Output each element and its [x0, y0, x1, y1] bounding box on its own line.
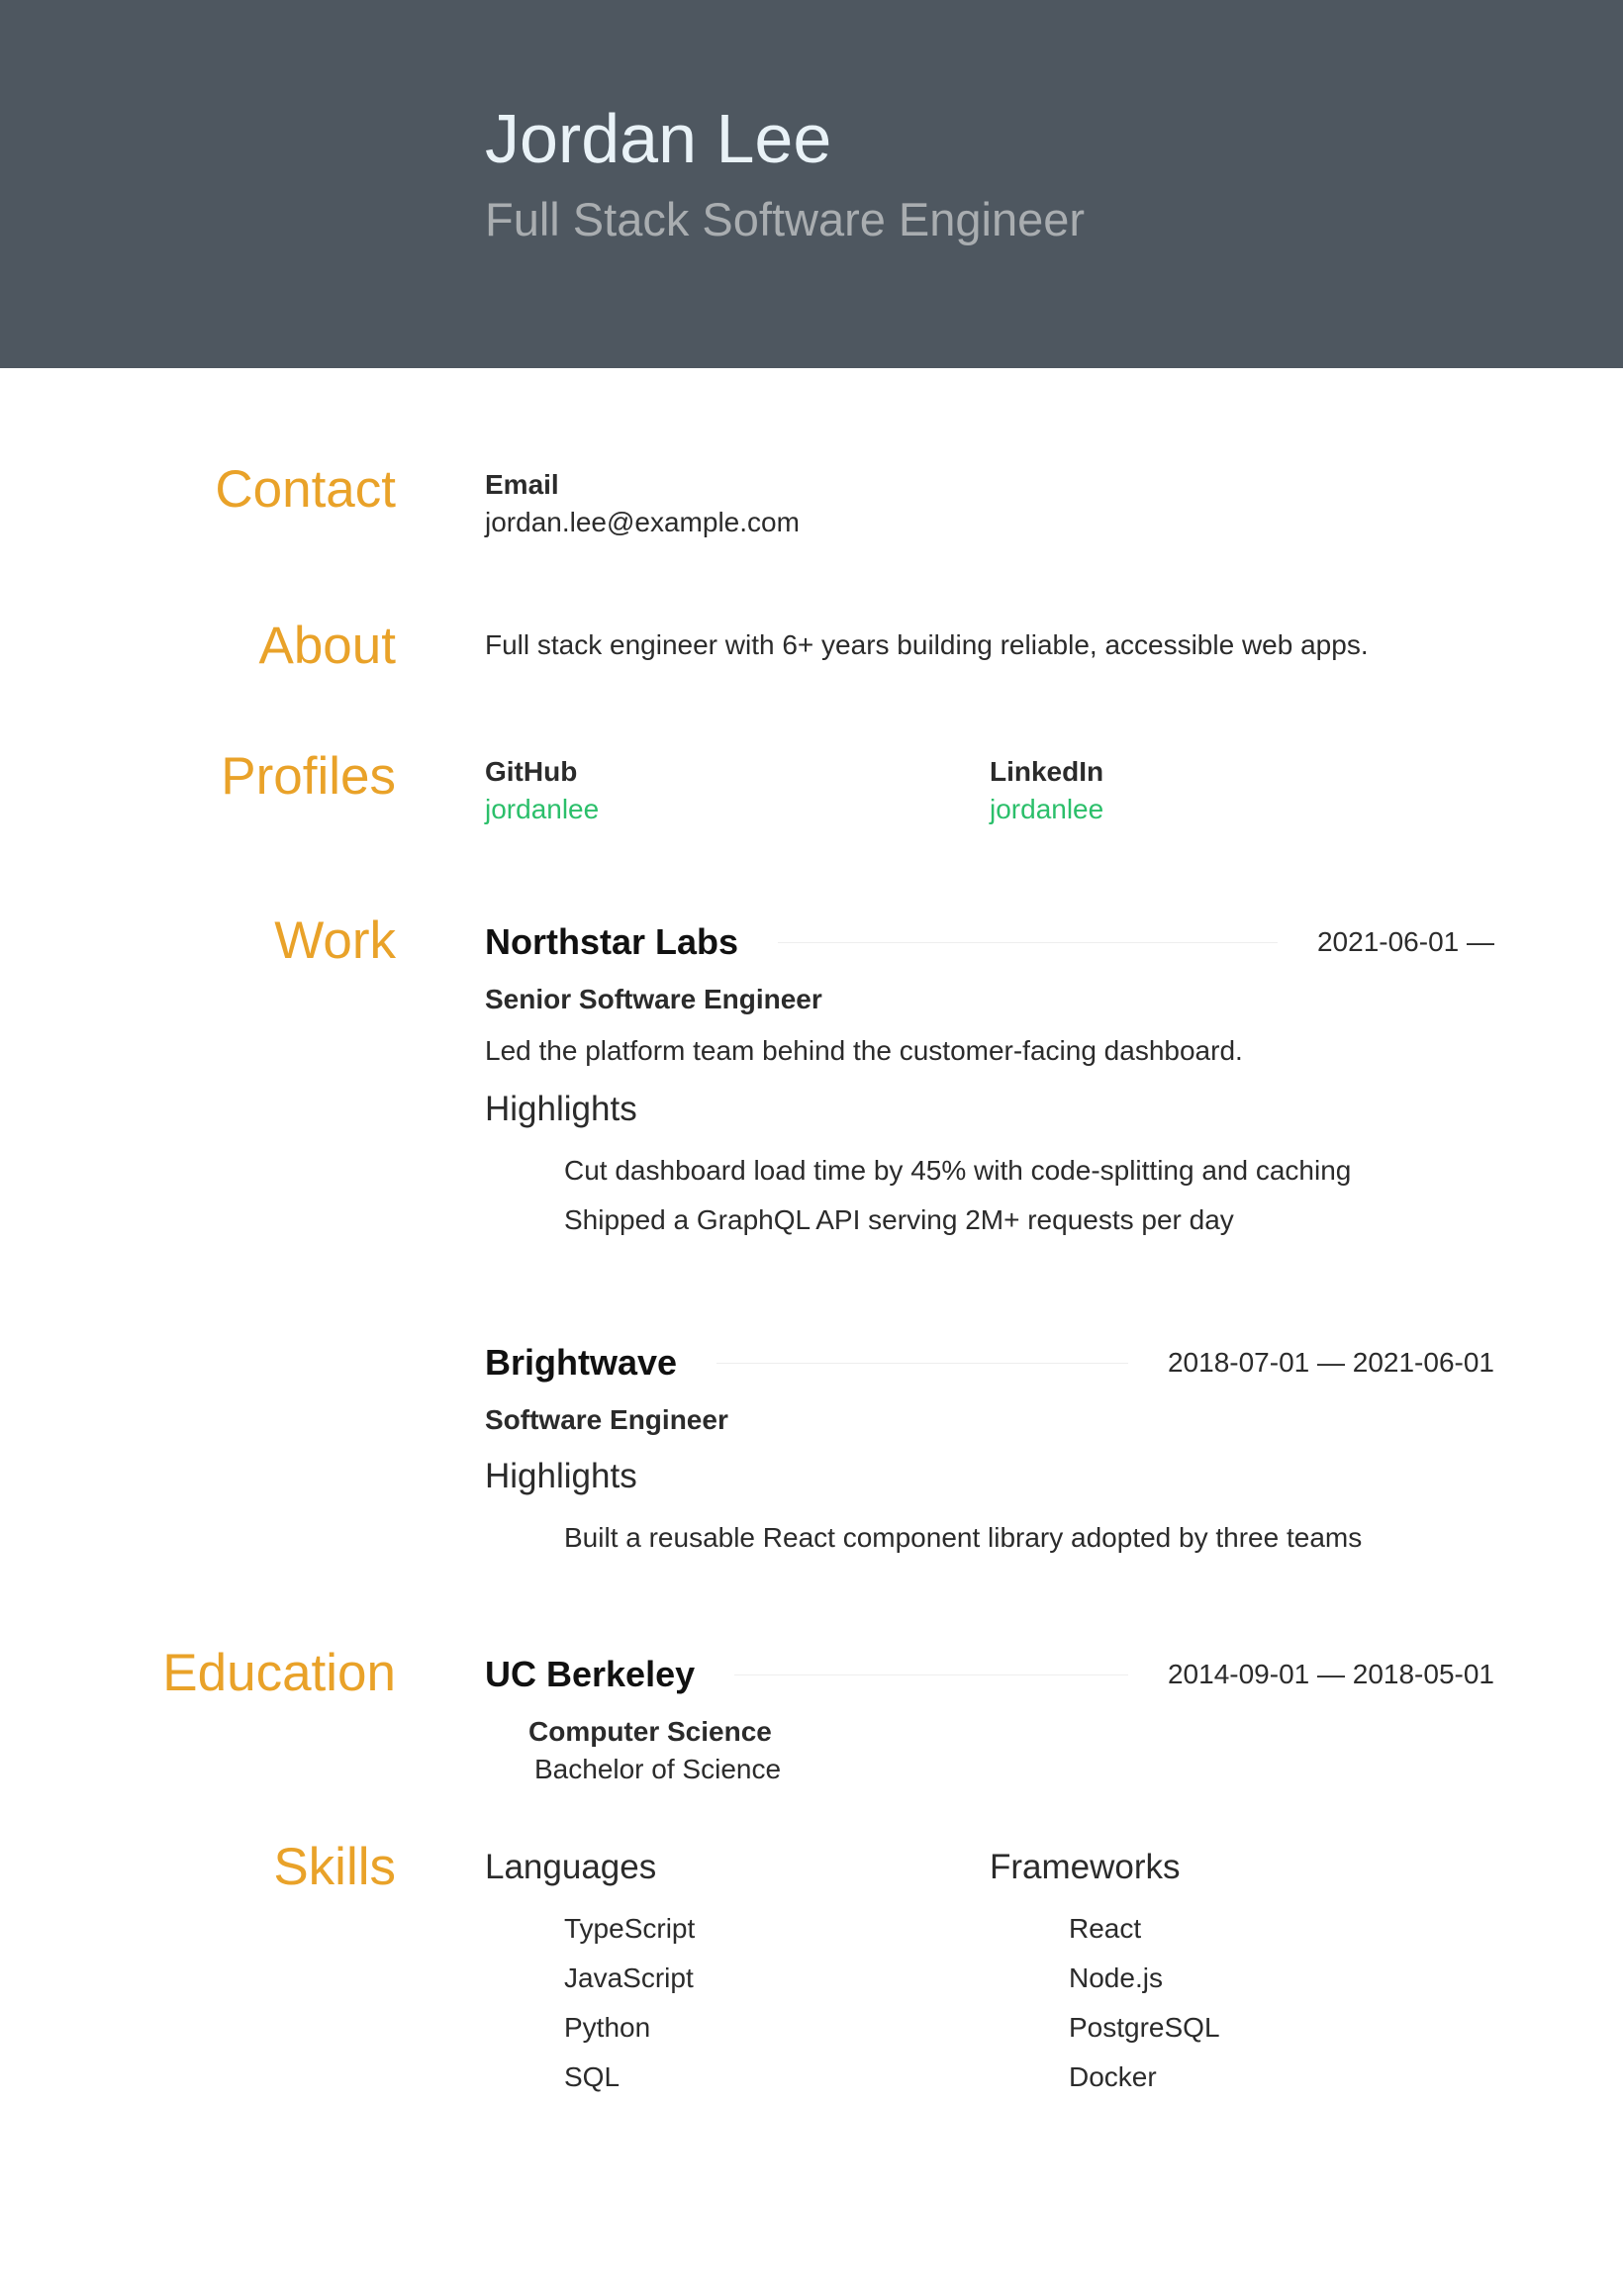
skill-keyword: TypeScript	[564, 1913, 696, 1944]
education-entry-header	[485, 1645, 1494, 1704]
profile-username-link[interactable]: jordanlee	[485, 794, 600, 824]
person-title: Full Stack Software Engineer	[485, 193, 1086, 245]
skill-group-name: Frameworks	[990, 1848, 1181, 1886]
highlight-item: Cut dashboard load time by 45% with code-splitting and caching	[564, 1155, 1352, 1186]
profile-linkedin	[990, 754, 1494, 912]
skill-group-name: Languages	[485, 1848, 657, 1886]
skill-keyword: PostgreSQL	[1069, 2012, 1220, 2043]
education-body	[485, 1645, 1494, 1843]
section-work	[0, 912, 1623, 1645]
position-title: Software Engineer	[485, 1404, 728, 1435]
section-education	[0, 1645, 1623, 1843]
email-label: Email	[485, 469, 559, 500]
divider	[716, 1363, 1128, 1364]
resume-content	[0, 368, 1623, 2102]
about-body	[485, 625, 1494, 754]
institution-name: UC Berkeley	[485, 1654, 696, 1694]
company-name: Northstar Labs	[485, 921, 739, 962]
profile-network: GitHub	[485, 756, 578, 787]
work-dates: 2021-06-01 —	[1316, 926, 1494, 957]
skill-keyword: SQL	[564, 2061, 621, 2092]
work-entry	[485, 912, 1494, 1333]
skill-group	[485, 1843, 990, 2102]
section-label-about: About	[258, 617, 396, 675]
highlight-item: Shipped a GraphQL API serving 2M+ requests per day	[564, 1204, 1234, 1235]
company-name: Brightwave	[485, 1342, 678, 1383]
profile-network: LinkedIn	[990, 756, 1104, 787]
section-about	[0, 617, 1623, 754]
profile-username-link[interactable]: jordanlee	[990, 794, 1104, 824]
skill-keywords	[564, 1904, 990, 2102]
divider	[778, 942, 1278, 943]
skill-keyword: JavaScript	[564, 1962, 694, 1993]
person-name: Jordan Lee	[485, 100, 832, 177]
section-profiles	[0, 747, 1623, 912]
highlight-item: Built a reusable React component library adopted by three teams	[564, 1522, 1363, 1553]
skill-keywords	[1069, 1904, 1494, 2102]
highlights-heading: Highlights	[485, 1457, 637, 1495]
email-value[interactable]: jordan.lee@example.com	[485, 507, 800, 537]
divider	[734, 1674, 1128, 1675]
skill-group	[990, 1843, 1494, 2102]
skill-keyword: Python	[564, 2012, 651, 2043]
about-text: Full stack engineer with 6+ years building reliable, accessible web apps.	[485, 629, 1369, 660]
highlights-heading: Highlights	[485, 1090, 637, 1128]
skill-keyword: Docker	[1069, 2061, 1157, 2092]
highlights-list	[564, 1513, 1494, 1563]
highlights-list	[564, 1146, 1494, 1245]
work-body	[485, 912, 1494, 1645]
section-label-education: Education	[162, 1644, 396, 1702]
section-label-work: Work	[274, 911, 396, 970]
profile-github	[485, 754, 990, 912]
work-entry-header	[485, 912, 1494, 972]
education-dates: 2014-09-01 — 2018-05-01	[1167, 1659, 1494, 1689]
education-study-type: Bachelor of Science	[534, 1754, 782, 1784]
section-label-contact: Contact	[215, 460, 396, 519]
section-label-profiles: Profiles	[221, 747, 396, 806]
position-title: Senior Software Engineer	[485, 984, 822, 1014]
contact-body	[485, 467, 1494, 625]
work-entry	[485, 1333, 1494, 1563]
skill-keyword: React	[1069, 1913, 1142, 1944]
skill-keyword: Node.js	[1069, 1962, 1163, 1993]
section-skills	[0, 1838, 1623, 2102]
work-dates: 2018-07-01 — 2021-06-01	[1167, 1347, 1494, 1378]
section-label-skills: Skills	[273, 1838, 396, 1896]
education-area: Computer Science	[528, 1716, 772, 1747]
profiles-body	[485, 754, 1494, 912]
work-summary: Led the platform team behind the customer-facing dashboard.	[485, 1035, 1243, 1066]
section-contact	[0, 460, 1623, 625]
work-entry-header	[485, 1333, 1494, 1392]
skills-body	[485, 1843, 1494, 2102]
resume-header	[0, 0, 1623, 368]
